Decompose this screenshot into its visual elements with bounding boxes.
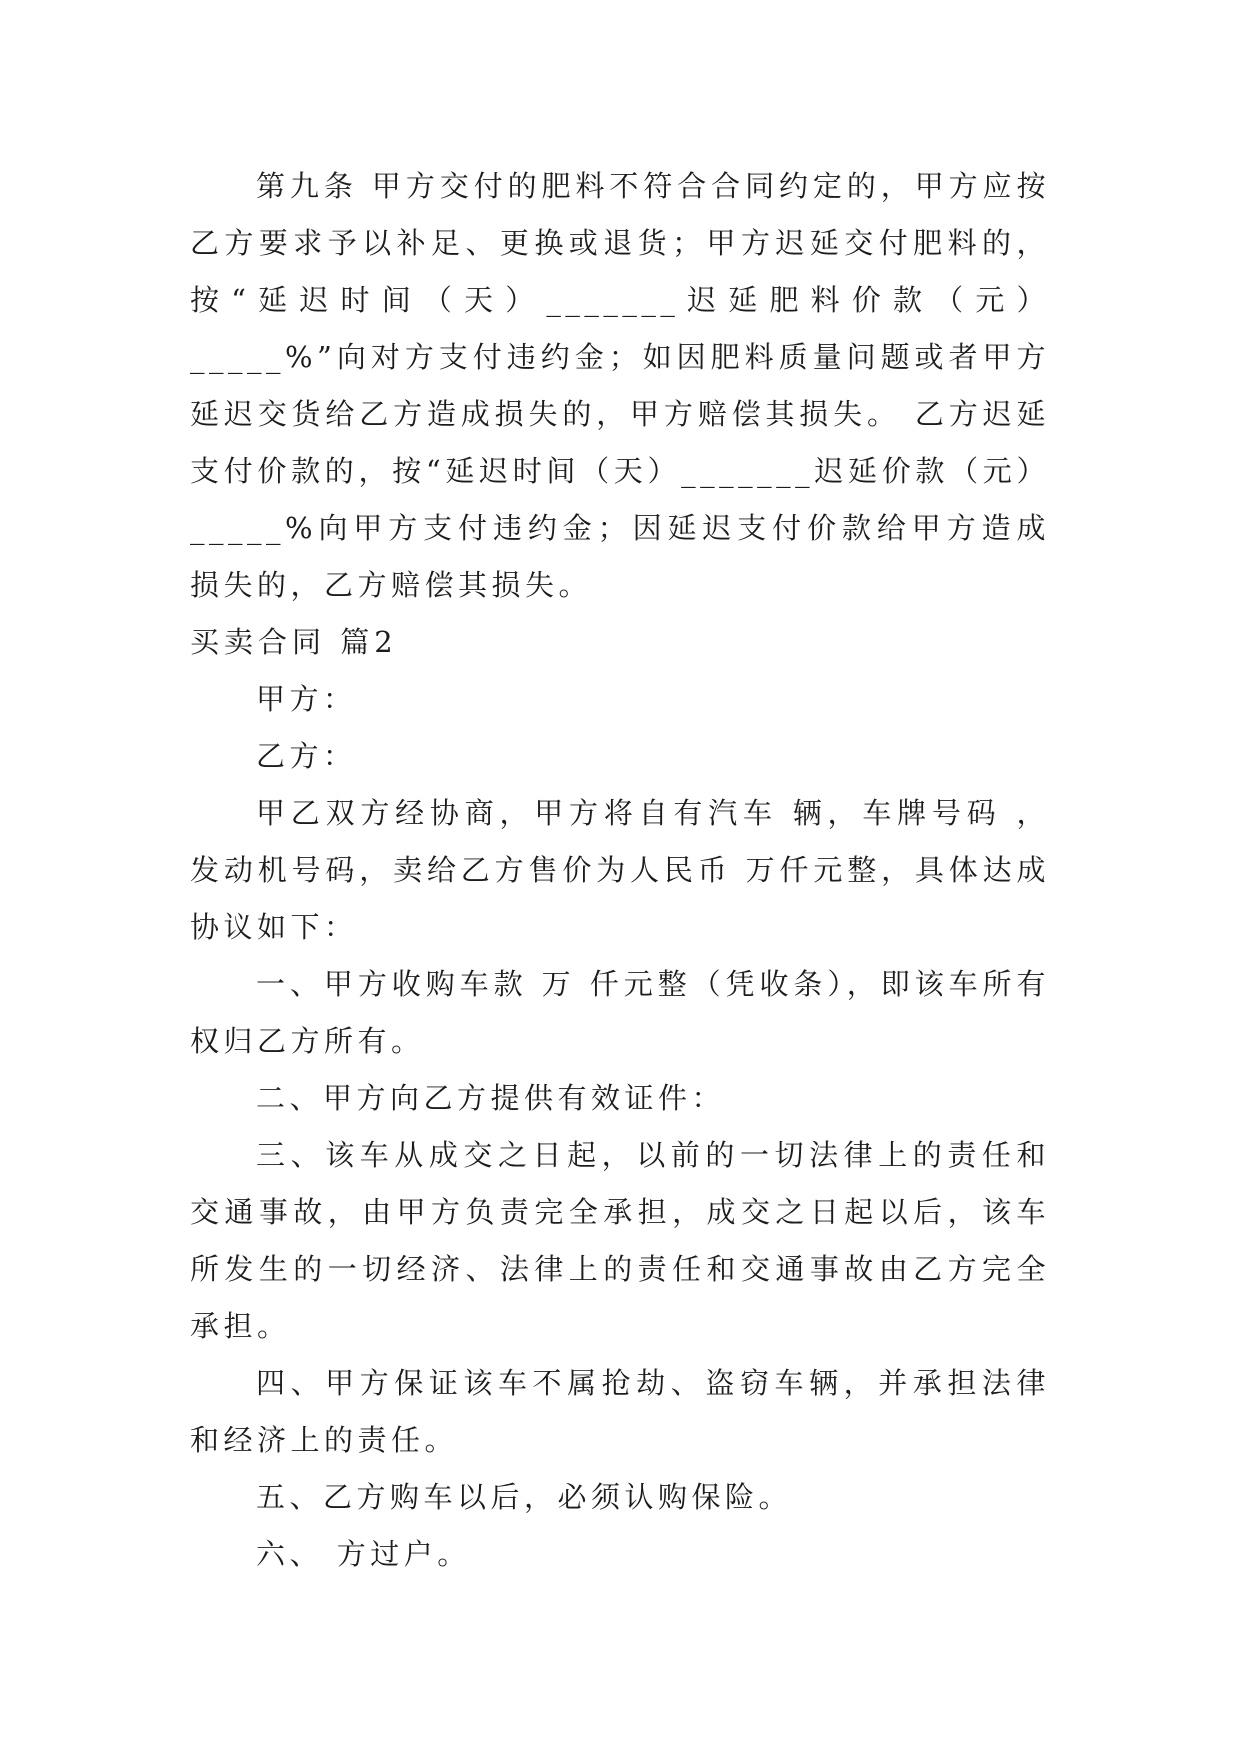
document-page — [190, 158, 1050, 1583]
clause-one: 一、甲方收购车款 万 仟元整（凭收条），即该车所有权归乙方所有。 — [190, 967, 1050, 1058]
intro-paragraph: 甲乙双方经协商，甲方将自有汽车 辆，车牌号码 ，发动机号码，卖给乙方售价为人民币 万仟元整，具体达成协议如下： — [190, 796, 1050, 944]
party-b-line: 乙方： — [256, 739, 357, 773]
clause-two: 二、甲方向乙方提供有效证件： — [256, 1081, 726, 1115]
clause-five: 五、乙方购车以后，必须认购保险。 — [256, 1480, 793, 1514]
clause-nine-paragraph: 第九条 甲方交付的肥料不符合合同约定的，甲方应按乙方要求予以补足、更换或退货；甲方迟延交付肥料的，按“延迟时间（天）_______迟延肥料价款（元）_____%”向对方支付违约金；如因肥料质量问题或者甲方延迟交货给乙方造成损失的，甲方赔偿其损失。 乙方迟延支付价款的，按“延迟时间（天）_______迟延价款（元）_____%向甲方支付违约金；因延迟支付价款给甲方造成损失的，乙方赔偿其损失。 — [190, 169, 1050, 602]
section-heading: 买卖合同 篇2 — [190, 625, 398, 659]
clause-six: 六、 方过户。 — [256, 1537, 471, 1571]
party-a-line: 甲方： — [256, 682, 357, 716]
clause-three: 三、该车从成交之日起，以前的一切法律上的责任和交通事故，由甲方负责完全承担，成交之日起以后，该车所发生的一切经济、法律上的责任和交通事故由乙方完全承担。 — [190, 1138, 1050, 1343]
clause-four: 四、甲方保证该车不属抢劫、盗窃车辆，并承担法律和经济上的责任。 — [190, 1366, 1050, 1457]
